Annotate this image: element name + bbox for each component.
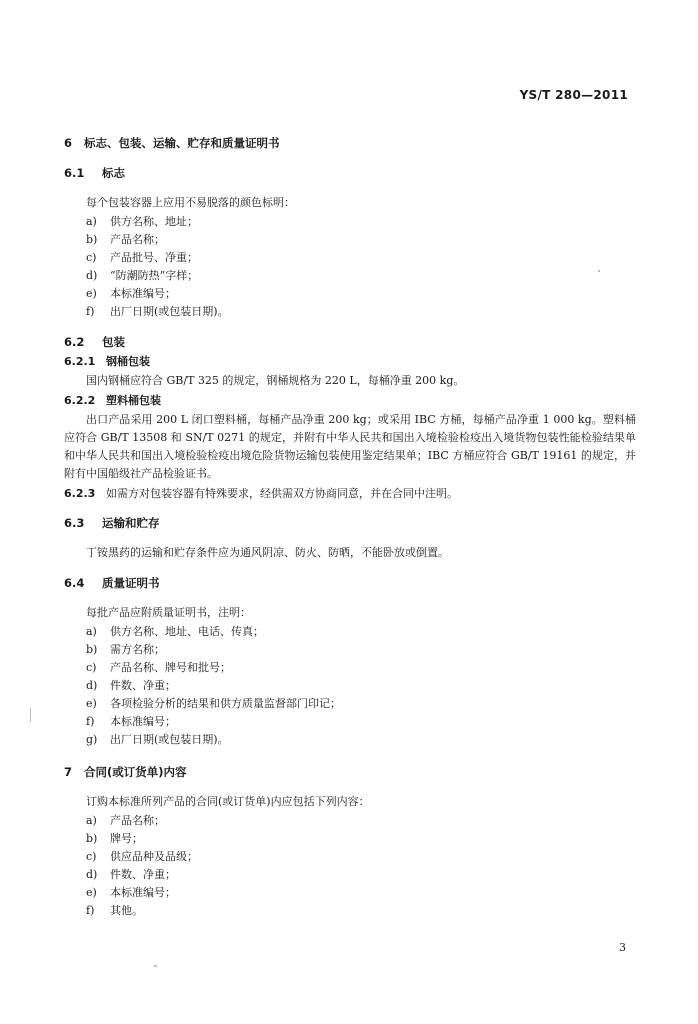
list-text: 件数、净重； xyxy=(110,679,176,692)
list-marker: g) xyxy=(86,733,98,746)
list-marker: c) xyxy=(86,251,97,264)
list-item xyxy=(86,641,636,659)
section-number: 6.2 xyxy=(64,335,85,349)
scan-mark xyxy=(154,965,157,967)
list-marker: d) xyxy=(86,679,98,692)
section-title: 合同(或订货单)内容 xyxy=(84,765,187,779)
section-number: 6.2.1 xyxy=(64,355,96,368)
list-item xyxy=(86,267,636,285)
list-marker: e) xyxy=(86,287,97,300)
list-text: 需方名称； xyxy=(110,643,165,656)
plastic-drum-text: 出口产品采用 200 L 闭口塑料桶，每桶产品净重 200 kg；或采用 IBC 方桶，每桶产品净重 1 000 kg。塑料桶应符合 GB/T 13508 和 SN/T 0271 的规定，并附有中华人民共和国出入境检验检疫出入境货物包装性能检验结果单和中华人民共和国出入境检验检疫出境危险货物运输包装使用鉴定结果单；IBC 方桶应符合 GB/T 19161 的规定，并附有中国船级社产品检验证书。 xyxy=(64,413,636,480)
section-number: 7 xyxy=(64,765,73,779)
scan-mark xyxy=(30,708,31,722)
list-marker: b) xyxy=(86,832,98,845)
list-marker: a) xyxy=(86,814,97,827)
list-item xyxy=(86,830,636,848)
list-text: 各项检验分析的结果和供方质量监督部门印记； xyxy=(110,697,341,710)
list-marker: b) xyxy=(86,233,98,246)
list-marker: c) xyxy=(86,661,97,674)
transport-storage-text: 丁铵黑药的运输和贮存条件应为通风阴凉、防火、防晒，不能卧放或倒置。 xyxy=(86,546,449,559)
contract-intro: 订购本标准所列产品的合同(或订货单)内应包括下列内容： xyxy=(86,795,370,808)
list-text: 产品名称； xyxy=(110,233,165,246)
list-marker: a) xyxy=(86,215,97,228)
list-item xyxy=(86,659,636,677)
contract-list xyxy=(64,812,636,920)
marking-list xyxy=(64,213,636,321)
list-text: 本标准编号； xyxy=(110,715,176,728)
section-title: 塑料桶包装 xyxy=(106,394,161,407)
section-number: 6 xyxy=(64,136,73,150)
section-6-1-heading xyxy=(64,164,636,182)
list-text: 供方名称、地址； xyxy=(110,215,198,228)
list-item xyxy=(86,285,636,303)
list-marker: f) xyxy=(86,715,95,728)
steel-drum-text: 国内钢桶应符合 GB/T 325 的规定，钢桶规格为 220 L，每桶净重 200 kg。 xyxy=(86,374,465,387)
section-number: 6.2.3 xyxy=(64,487,96,500)
list-item xyxy=(86,677,636,695)
list-item xyxy=(86,866,636,884)
list-item xyxy=(86,713,636,731)
section-6-4-heading xyxy=(64,574,636,592)
list-text: 件数、净重； xyxy=(110,868,176,881)
section-title: 标志 xyxy=(102,166,125,180)
list-text: 其他。 xyxy=(110,904,143,917)
section-title: 运输和贮存 xyxy=(102,516,160,530)
list-item xyxy=(86,303,636,321)
list-item xyxy=(86,731,636,749)
list-text: 牌号； xyxy=(110,832,143,845)
list-marker: d) xyxy=(86,868,98,881)
list-text: “防潮防热”字样； xyxy=(110,269,199,282)
list-text: 出厂日期(或包装日期)。 xyxy=(110,733,229,746)
certificate-list xyxy=(64,623,636,749)
list-text: 产品名称、牌号和批号； xyxy=(110,661,231,674)
list-item xyxy=(86,623,636,641)
list-item xyxy=(86,695,636,713)
section-7-heading xyxy=(64,763,636,781)
page-number: 3 xyxy=(619,941,626,954)
section-6-heading xyxy=(64,134,636,152)
standard-code: YS/T 280—2011 xyxy=(519,88,628,102)
list-text: 本标准编号； xyxy=(110,287,176,300)
list-text: 产品名称； xyxy=(110,814,165,827)
list-text: 供方名称、地址、电话、传真； xyxy=(110,625,264,638)
section-title: 包装 xyxy=(102,335,125,349)
list-marker: e) xyxy=(86,697,97,710)
section-6-2-1-heading xyxy=(64,353,636,370)
list-marker: a) xyxy=(86,625,97,638)
section-6-3-heading xyxy=(64,514,636,532)
scan-mark xyxy=(598,270,600,272)
section-6-2-2-heading xyxy=(64,392,636,409)
list-item xyxy=(86,812,636,830)
section-title: 标志、包装、运输、贮存和质量证明书 xyxy=(84,136,280,150)
section-text: 如需方对包装容器有特殊要求，经供需双方协商同意，并在合同中注明。 xyxy=(106,487,458,500)
section-6-2-heading xyxy=(64,333,636,351)
section-title: 质量证明书 xyxy=(102,576,160,590)
certificate-intro: 每批产品应附质量证明书，注明： xyxy=(86,606,251,619)
section-number: 6.2.2 xyxy=(64,394,96,407)
list-item xyxy=(86,848,636,866)
list-item xyxy=(86,213,636,231)
list-marker: f) xyxy=(86,904,95,917)
list-marker: d) xyxy=(86,269,98,282)
list-item xyxy=(86,902,636,920)
section-number: 6.1 xyxy=(64,166,85,180)
list-text: 产品批号、净重； xyxy=(110,251,198,264)
section-6-2-3 xyxy=(64,485,636,502)
document-body xyxy=(64,134,636,920)
section-number: 6.3 xyxy=(64,516,85,530)
list-marker: f) xyxy=(86,305,95,318)
list-item xyxy=(86,884,636,902)
list-text: 出厂日期(或包装日期)。 xyxy=(110,305,229,318)
list-item xyxy=(86,249,636,267)
list-marker: c) xyxy=(86,850,97,863)
list-item xyxy=(86,231,636,249)
section-number: 6.4 xyxy=(64,576,85,590)
list-marker: b) xyxy=(86,643,98,656)
list-text: 供应品种及品级； xyxy=(110,850,198,863)
list-text: 本标准编号； xyxy=(110,886,176,899)
marking-intro: 每个包装容器上应用不易脱落的颜色标明： xyxy=(86,196,295,209)
list-marker: e) xyxy=(86,886,97,899)
section-title: 钢桶包装 xyxy=(106,355,150,368)
